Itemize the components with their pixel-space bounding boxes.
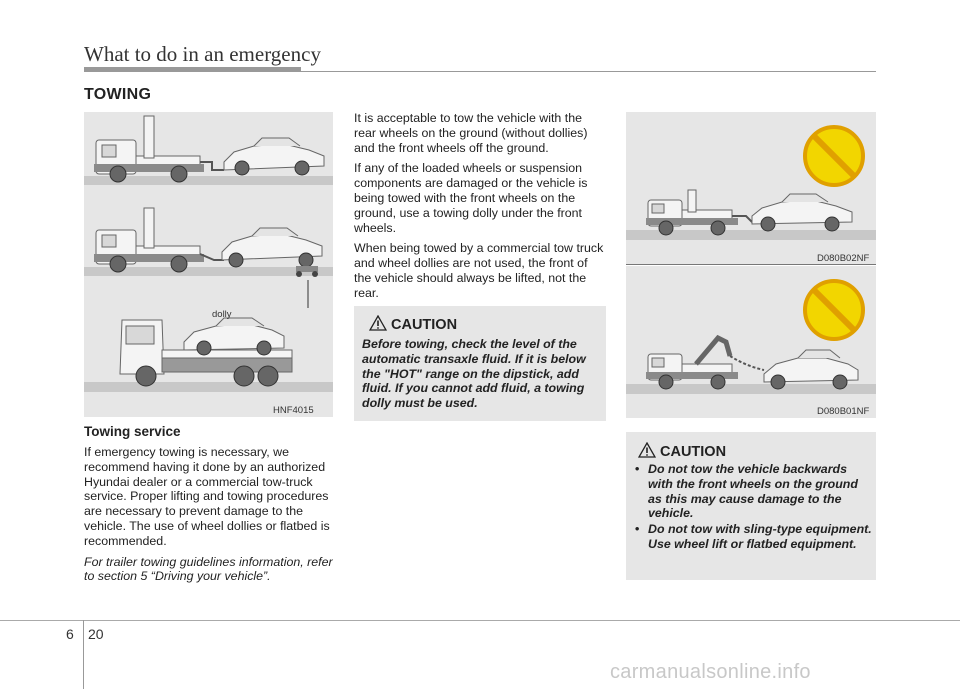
page-number: 20	[88, 626, 104, 642]
warning-triangle-icon	[638, 442, 656, 458]
caution-list-item: • Do not tow with sling-type equipment. Use wheel lift or flatbed equipment.	[634, 522, 872, 552]
figure-code-main: HNF4015	[273, 405, 314, 416]
chapter-number: 6	[66, 626, 74, 642]
scene-flatbed	[84, 318, 333, 392]
instruction-paragraph-3: When being towed by a commercial tow truck and wheel dollies are not used, the front of the vehicle should always be lifted, not the rear.	[354, 241, 604, 300]
warning-triangle-icon	[369, 315, 387, 331]
scene-towing-dolly	[84, 208, 333, 308]
towing-methods-figure	[84, 112, 333, 417]
caution-heading: CAUTION	[660, 444, 727, 460]
scene-wheel-lift	[84, 116, 333, 185]
caution-box-towing-method	[626, 432, 876, 580]
wrong-tow-illustration-1	[626, 112, 876, 264]
footer-divider	[83, 620, 84, 689]
figure-divider	[626, 264, 876, 265]
instruction-paragraph-2: If any of the loaded wheels or suspension components are damaged or the vehicle is being towed with the front wheels on the ground, use a towing dolly under the front wheels.	[354, 161, 588, 235]
prohibition-sign-icon	[805, 127, 863, 185]
towing-instructions	[354, 111, 606, 307]
caution-box-transaxle	[354, 306, 606, 421]
figure-code-b02: D080B02NF	[817, 253, 870, 264]
towing-service-heading: Towing service	[84, 424, 181, 439]
caution-list-item: • Do not tow the vehicle backwards with the front wheels on the ground as this may cause damage to the vehicle.	[634, 462, 872, 521]
caution-heading: CAUTION	[391, 317, 458, 333]
prohibition-sign-icon	[805, 281, 863, 339]
caution-text: Before towing, check the level of the automatic transaxle fluid. If it is below the "HOT" range on the dipstick, add fluid. If you cannot add fluid, a towing dolly must be used.	[362, 337, 586, 411]
towing-service-text	[84, 445, 334, 590]
wrong-tow-illustration-2	[626, 266, 876, 418]
chapter-title: What to do in an emergency	[84, 42, 321, 66]
caution-list	[634, 462, 872, 553]
figure-code-b01: D080B01NF	[817, 406, 870, 417]
towing-methods-illustration	[84, 112, 333, 417]
dolly-label: dolly	[212, 309, 232, 320]
footer-rule	[0, 620, 960, 621]
header-rule	[84, 71, 876, 72]
section-title: TOWING	[84, 86, 152, 103]
trailer-towing-note: For trailer towing guidelines information, refer to section 5 “Driving your vehicle”.	[84, 554, 333, 584]
incorrect-tow-figure-2	[626, 266, 876, 418]
incorrect-tow-figure-1	[626, 112, 876, 264]
instruction-paragraph-1: It is acceptable to tow the vehicle with the rear wheels on the ground (without dollies) and the front wheels off the ground.	[354, 111, 588, 155]
towing-service-paragraph: If emergency towing is necessary, we recommend having it done by an authorized Hyundai dealer or a commercial tow-truck service. Proper lifting and towing procedures are necessary to prevent damage to the vehicle. The use of wheel dollies or flatbed is recommended.	[84, 445, 330, 548]
watermark: carmanualsonline.info	[610, 661, 811, 683]
